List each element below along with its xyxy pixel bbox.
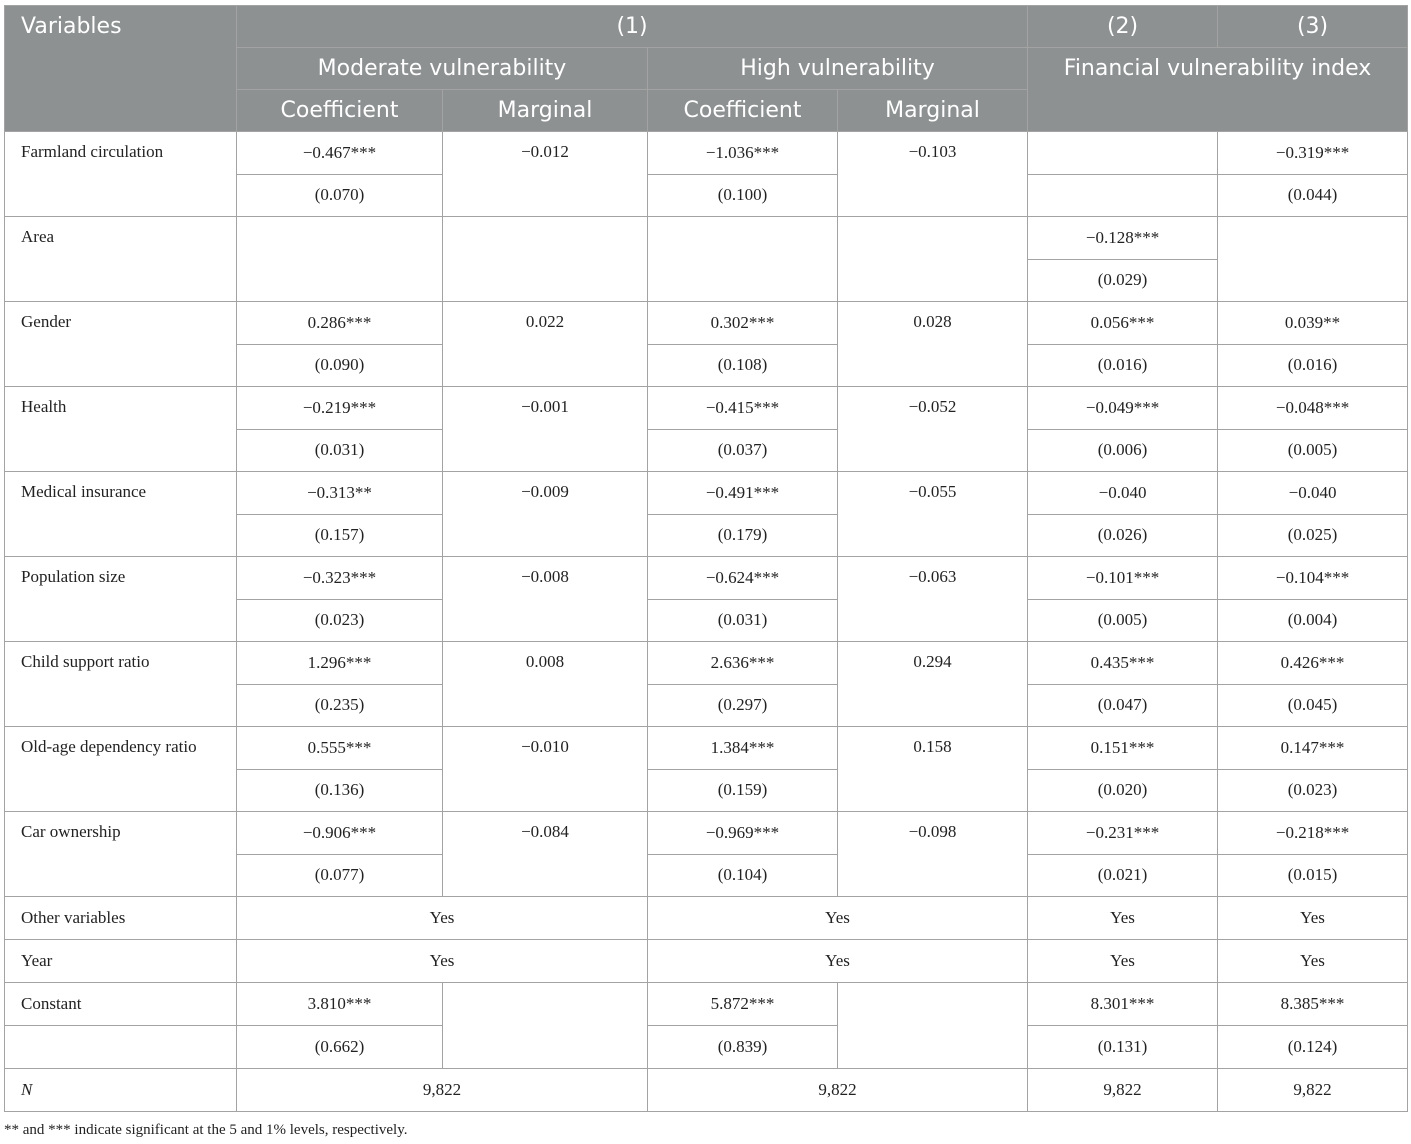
cell: −0.101*** <box>1028 557 1218 600</box>
cell: −0.049*** <box>1028 387 1218 430</box>
cell: (0.045) <box>1218 684 1408 727</box>
cell: −0.218*** <box>1218 812 1408 855</box>
table-body <box>5 132 1408 1112</box>
cell: (0.131) <box>1028 1026 1218 1069</box>
table-row <box>5 302 1408 345</box>
cell: −0.009 <box>443 472 648 557</box>
cell: −0.063 <box>838 557 1028 642</box>
table-row <box>5 557 1408 600</box>
header-col1: (1) <box>237 6 1028 48</box>
cell: 0.435*** <box>1028 642 1218 685</box>
row-label: Old-age dependency ratio <box>5 727 237 812</box>
cell: Yes <box>237 940 648 983</box>
cell: −0.624*** <box>648 557 838 600</box>
cell: (0.136) <box>237 769 443 812</box>
cell <box>838 983 1028 1069</box>
cell: 9,822 <box>237 1069 648 1112</box>
cell: (0.031) <box>648 599 838 642</box>
cell: −0.467*** <box>237 132 443 175</box>
header-coefficient-1: Coefficient <box>237 90 443 132</box>
cell: −0.104*** <box>1218 557 1408 600</box>
cell: 1.296*** <box>237 642 443 685</box>
row-label: Other variables <box>5 897 237 940</box>
header-moderate: Moderate vulnerability <box>237 48 648 90</box>
row-label <box>5 1026 237 1069</box>
cell: 0.426*** <box>1218 642 1408 685</box>
header-col2: (2) <box>1028 6 1218 48</box>
row-label: Area <box>5 217 237 302</box>
cell: (0.006) <box>1028 429 1218 472</box>
cell: 0.555*** <box>237 727 443 770</box>
cell: (0.297) <box>648 684 838 727</box>
cell: (0.235) <box>237 684 443 727</box>
table-row <box>5 940 1408 983</box>
cell: (0.029) <box>1028 259 1218 302</box>
cell <box>648 217 838 302</box>
cell: −0.040 <box>1028 472 1218 515</box>
cell: 3.810*** <box>237 983 443 1026</box>
cell: 0.147*** <box>1218 727 1408 770</box>
cell: −0.319*** <box>1218 132 1408 175</box>
cell: 8.385*** <box>1218 983 1408 1026</box>
cell <box>1028 174 1218 217</box>
cell <box>1218 217 1408 302</box>
row-label: Medical insurance <box>5 472 237 557</box>
cell: −0.231*** <box>1028 812 1218 855</box>
cell: −0.415*** <box>648 387 838 430</box>
cell <box>237 217 443 302</box>
cell: 0.039** <box>1218 302 1408 345</box>
cell: 0.158 <box>838 727 1028 812</box>
cell <box>838 217 1028 302</box>
regression-table <box>4 5 1408 1112</box>
cell: 0.302*** <box>648 302 838 345</box>
cell: Yes <box>1218 897 1408 940</box>
cell: 0.286*** <box>237 302 443 345</box>
cell: 0.008 <box>443 642 648 727</box>
table-row <box>5 1069 1408 1112</box>
cell: (0.104) <box>648 854 838 897</box>
table-row <box>5 1026 1408 1069</box>
cell: Yes <box>1218 940 1408 983</box>
table-row <box>5 217 1408 260</box>
cell: −0.313** <box>237 472 443 515</box>
cell: (0.090) <box>237 344 443 387</box>
cell: 9,822 <box>1218 1069 1408 1112</box>
cell: Yes <box>648 897 1028 940</box>
row-label: Health <box>5 387 237 472</box>
row-label: Car ownership <box>5 812 237 897</box>
cell: 5.872*** <box>648 983 838 1026</box>
table-row <box>5 642 1408 685</box>
cell: (0.016) <box>1028 344 1218 387</box>
cell: (0.100) <box>648 174 838 217</box>
table-footnote: ** and *** indicate significant at the 5 and 1% levels, respectively. <box>4 1122 408 1138</box>
row-label: Gender <box>5 302 237 387</box>
table-header <box>5 6 1408 132</box>
cell: (0.124) <box>1218 1026 1408 1069</box>
cell: −0.008 <box>443 557 648 642</box>
cell: 2.636*** <box>648 642 838 685</box>
row-label: Farmland circulation <box>5 132 237 217</box>
table-row <box>5 472 1408 515</box>
cell: (0.026) <box>1028 514 1218 557</box>
cell: 0.151*** <box>1028 727 1218 770</box>
header-marginal-2: Marginal <box>838 90 1028 132</box>
cell: −0.012 <box>443 132 648 217</box>
cell: −0.323*** <box>237 557 443 600</box>
cell: (0.016) <box>1218 344 1408 387</box>
cell <box>443 217 648 302</box>
table-row <box>5 812 1408 855</box>
cell: −0.055 <box>838 472 1028 557</box>
table-row <box>5 727 1408 770</box>
cell: −0.969*** <box>648 812 838 855</box>
cell: (0.005) <box>1218 429 1408 472</box>
cell: −0.001 <box>443 387 648 472</box>
cell: (0.023) <box>1218 769 1408 812</box>
cell: (0.839) <box>648 1026 838 1069</box>
header-marginal-1: Marginal <box>443 90 648 132</box>
cell: Yes <box>237 897 648 940</box>
cell <box>1028 132 1218 175</box>
cell: 0.056*** <box>1028 302 1218 345</box>
row-label: Constant <box>5 983 237 1026</box>
cell: Yes <box>648 940 1028 983</box>
table-row <box>5 983 1408 1026</box>
cell <box>443 983 648 1069</box>
cell: 0.022 <box>443 302 648 387</box>
cell: −0.010 <box>443 727 648 812</box>
cell: (0.005) <box>1028 599 1218 642</box>
cell: −0.084 <box>443 812 648 897</box>
cell: Yes <box>1028 897 1218 940</box>
cell: (0.021) <box>1028 854 1218 897</box>
cell: (0.077) <box>237 854 443 897</box>
cell: (0.179) <box>648 514 838 557</box>
cell: 8.301*** <box>1028 983 1218 1026</box>
cell: −0.219*** <box>237 387 443 430</box>
row-label: N <box>5 1069 237 1112</box>
cell: (0.047) <box>1028 684 1218 727</box>
cell: (0.070) <box>237 174 443 217</box>
cell: 9,822 <box>648 1069 1028 1112</box>
cell: 9,822 <box>1028 1069 1218 1112</box>
table-row <box>5 897 1408 940</box>
row-label: Year <box>5 940 237 983</box>
cell: −0.052 <box>838 387 1028 472</box>
header-variables: Variables <box>5 6 237 132</box>
row-label: Population size <box>5 557 237 642</box>
cell: 0.028 <box>838 302 1028 387</box>
cell: (0.020) <box>1028 769 1218 812</box>
cell: (0.023) <box>237 599 443 642</box>
cell: −0.098 <box>838 812 1028 897</box>
table-row <box>5 387 1408 430</box>
cell: −0.103 <box>838 132 1028 217</box>
cell: (0.662) <box>237 1026 443 1069</box>
cell: (0.108) <box>648 344 838 387</box>
cell: (0.157) <box>237 514 443 557</box>
cell: −0.491*** <box>648 472 838 515</box>
cell: 0.294 <box>838 642 1028 727</box>
cell: −0.128*** <box>1028 217 1218 260</box>
table-row <box>5 132 1408 175</box>
cell: (0.044) <box>1218 174 1408 217</box>
cell: (0.031) <box>237 429 443 472</box>
cell: −0.040 <box>1218 472 1408 515</box>
header-high: High vulnerability <box>648 48 1028 90</box>
cell: −0.906*** <box>237 812 443 855</box>
cell: (0.025) <box>1218 514 1408 557</box>
cell: (0.004) <box>1218 599 1408 642</box>
cell: (0.159) <box>648 769 838 812</box>
cell: Yes <box>1028 940 1218 983</box>
header-fvi: Financial vulnerability index <box>1028 48 1408 132</box>
cell: (0.037) <box>648 429 838 472</box>
cell: −1.036*** <box>648 132 838 175</box>
cell: (0.015) <box>1218 854 1408 897</box>
cell: 1.384*** <box>648 727 838 770</box>
cell: −0.048*** <box>1218 387 1408 430</box>
header-coefficient-2: Coefficient <box>648 90 838 132</box>
header-col3: (3) <box>1218 6 1408 48</box>
row-label: Child support ratio <box>5 642 237 727</box>
